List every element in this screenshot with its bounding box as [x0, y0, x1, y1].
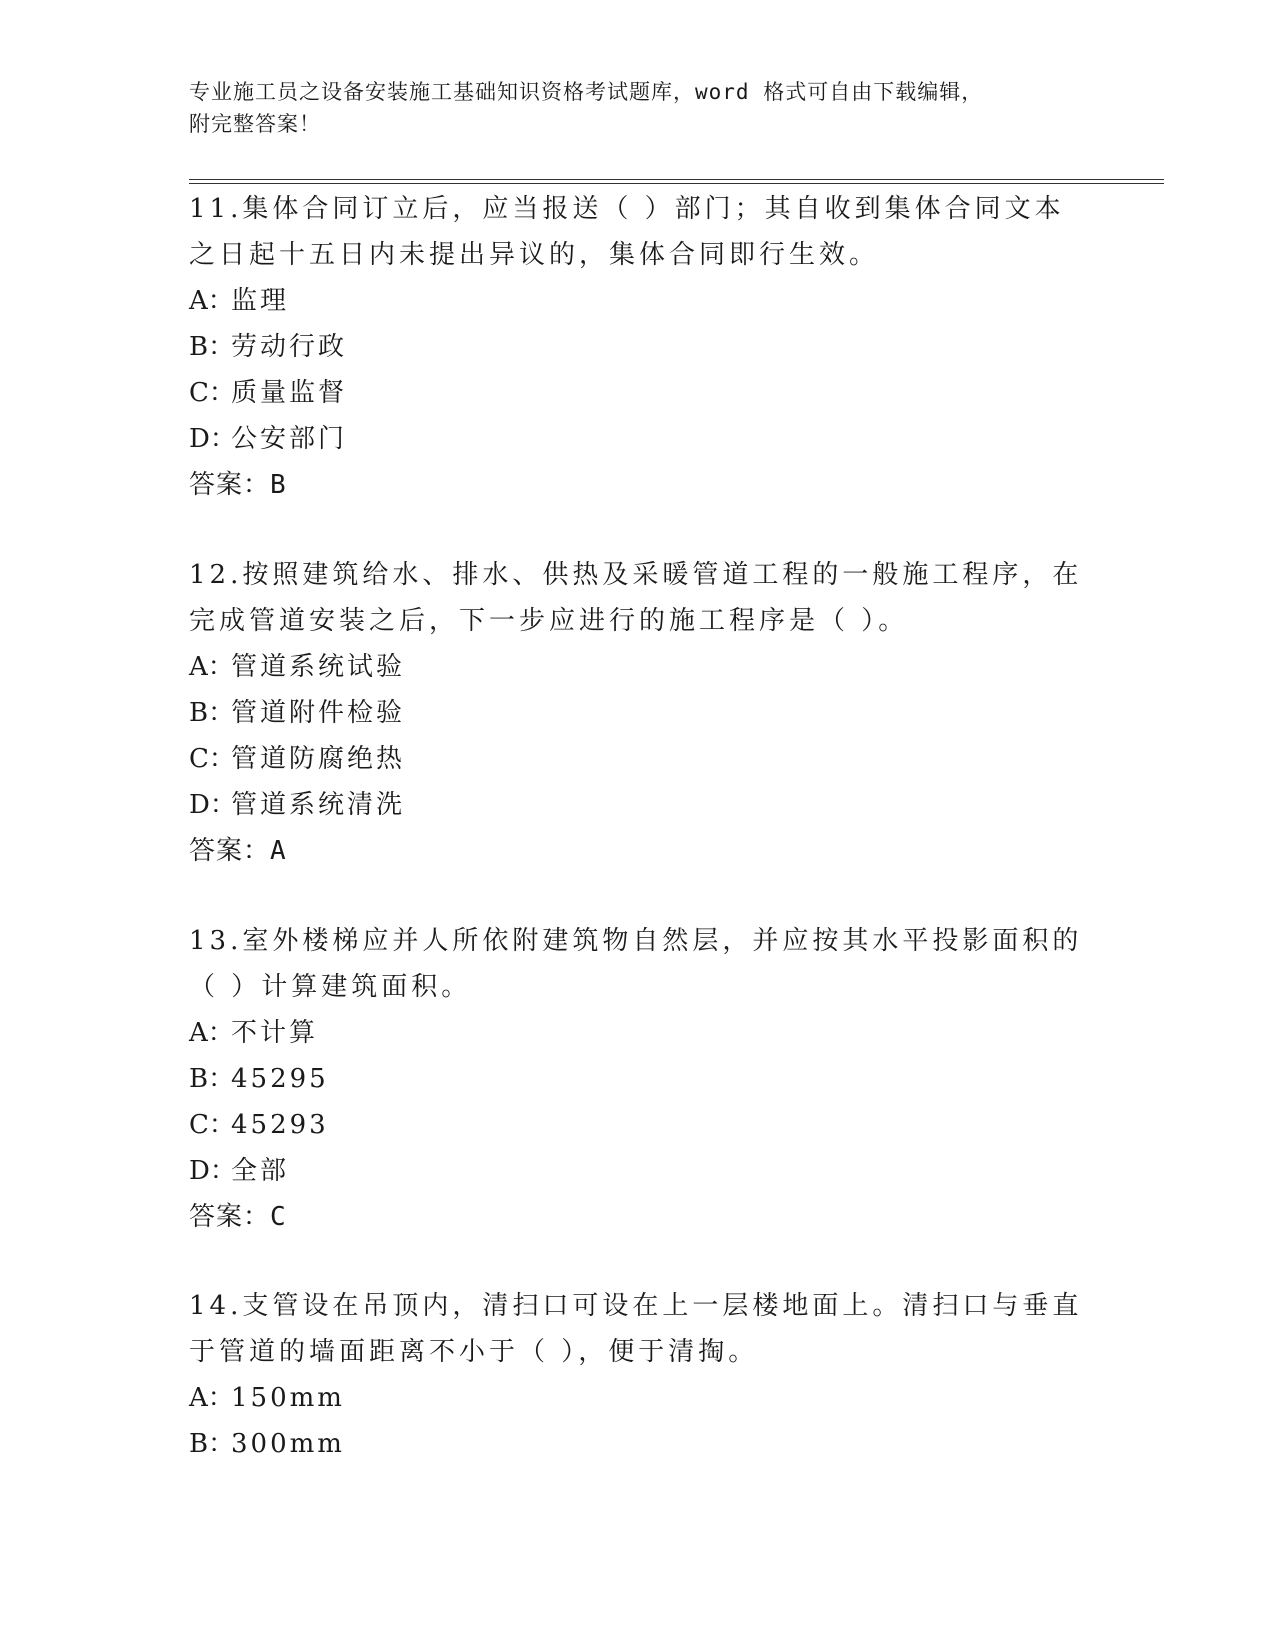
option-c — [189, 736, 1089, 782]
option-key: A： — [189, 1383, 234, 1413]
answer-line — [189, 828, 1089, 874]
option-a — [189, 278, 1089, 324]
option-text: 管道附件检验 — [231, 698, 406, 728]
option-c — [189, 370, 1089, 416]
option-text: 质量监督 — [231, 378, 348, 408]
option-d — [189, 416, 1089, 462]
answer-label: 答案： — [189, 1202, 271, 1232]
option-key: C： — [189, 1110, 235, 1140]
header-line-2: 附完整答案！ — [189, 112, 321, 136]
option-text: 管道系统试验 — [231, 652, 406, 682]
question-14 — [189, 1283, 1089, 1467]
option-key: A： — [189, 652, 234, 682]
option-key: A： — [189, 1018, 234, 1048]
answer-label: 答案： — [189, 836, 271, 866]
answer-value: B — [270, 470, 287, 500]
option-text: 公安部门 — [231, 424, 348, 454]
answer-label: 答案： — [189, 470, 271, 500]
option-text: 300mm — [231, 1429, 345, 1459]
answer-value: C — [270, 1202, 287, 1232]
option-b — [189, 1056, 1089, 1102]
option-b — [189, 324, 1089, 370]
option-a — [189, 644, 1089, 690]
option-key: D： — [189, 790, 236, 820]
question-stem: 14.支管设在吊顶内，清扫口可设在上一层楼地面上。清扫口与垂直于管道的墙面距离不小于（ ），便于清掏。 — [189, 1291, 1083, 1367]
option-key: C： — [189, 744, 235, 774]
option-c — [189, 1102, 1089, 1148]
answer-line — [189, 462, 1089, 508]
option-text: 管道系统清洗 — [231, 790, 406, 820]
option-key: B： — [189, 1429, 235, 1459]
document-header — [189, 76, 1089, 140]
option-key: B： — [189, 332, 235, 362]
header-double-rule — [189, 179, 1164, 184]
option-key: D： — [189, 1156, 236, 1186]
option-d — [189, 1148, 1089, 1194]
option-text: 150mm — [231, 1383, 345, 1413]
option-text: 不计算 — [231, 1018, 319, 1048]
option-text: 管道防腐绝热 — [231, 744, 406, 774]
answer-line — [189, 1194, 1089, 1240]
question-12 — [189, 552, 1089, 874]
option-key: A： — [189, 286, 234, 316]
option-d — [189, 782, 1089, 828]
answer-value: A — [270, 836, 287, 866]
option-key: C： — [189, 378, 235, 408]
question-stem: 13.室外楼梯应并人所依附建筑物自然层，并应按其水平投影面积的（ ）计算建筑面积。 — [189, 926, 1083, 1002]
option-text: 45295 — [231, 1064, 329, 1094]
option-key: D： — [189, 424, 236, 454]
option-a — [189, 1375, 1089, 1421]
header-line-1: 专业施工员之设备安装施工基础知识资格考试题库，word 格式可自由下载编辑， — [189, 80, 984, 104]
option-text: 监理 — [231, 286, 290, 316]
option-b — [189, 690, 1089, 736]
option-key: B： — [189, 698, 235, 728]
question-11 — [189, 186, 1089, 508]
option-text: 全部 — [231, 1156, 290, 1186]
option-text: 45293 — [231, 1110, 329, 1140]
question-13 — [189, 918, 1089, 1240]
option-key: B： — [189, 1064, 235, 1094]
question-stem: 12.按照建筑给水、排水、供热及采暖管道工程的一般施工程序，在完成管道安装之后，下一步应进行的施工程序是（ ）。 — [189, 560, 1083, 636]
question-stem: 11.集体合同订立后，应当报送（ ）部门；其自收到集体合同文本之日起十五日内未提出异议的，集体合同即行生效。 — [189, 194, 1065, 270]
option-a — [189, 1010, 1089, 1056]
option-b — [189, 1421, 1089, 1467]
option-text: 劳动行政 — [231, 332, 348, 362]
